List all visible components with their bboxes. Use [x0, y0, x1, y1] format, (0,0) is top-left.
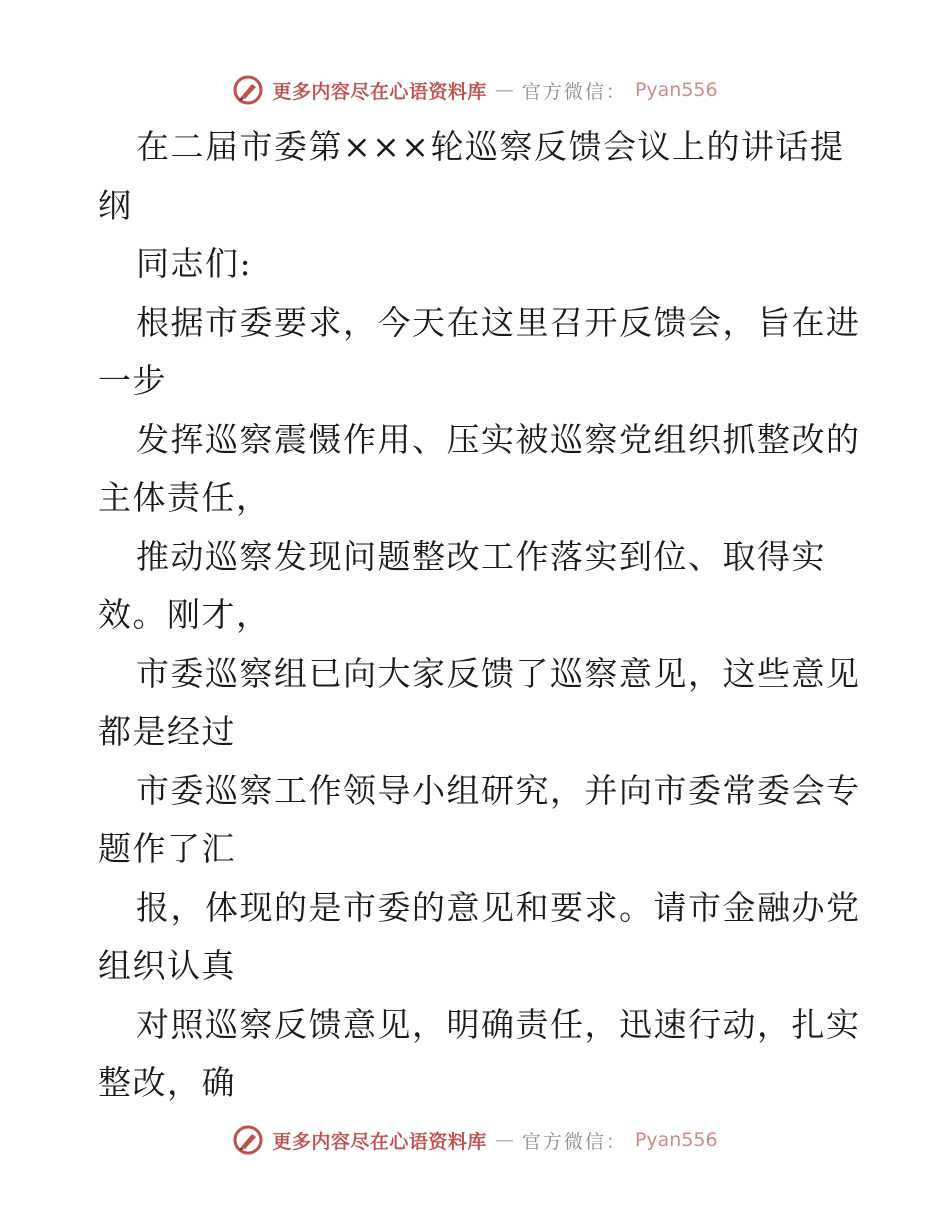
footer-banner — [0, 1120, 950, 1160]
banner-wechat-id: Pyan556 — [634, 1129, 718, 1151]
pen-logo-icon — [232, 1124, 264, 1156]
paragraph-line: 发挥巡察震慑作用、压实被巡察党组织抓整改的 — [136, 419, 861, 459]
document-title-line-2: 纲 — [98, 185, 133, 225]
paragraph-line: 都是经过 — [98, 712, 236, 751]
paragraph-line: 市委巡察组已向大家反馈了巡察意见，这些意见 — [136, 653, 861, 693]
banner-separator: — — [494, 1129, 514, 1151]
paragraph-line: 效。刚才， — [98, 595, 271, 634]
paragraph-line: 根据市委要求，今天在这里召开反馈会，旨在进 — [136, 302, 861, 342]
paragraph-line: 一步 — [98, 361, 167, 400]
salutation: 同志们: — [136, 244, 253, 283]
banner-wechat-id: Pyan556 — [634, 79, 718, 101]
header-banner — [0, 70, 950, 110]
paragraph-line: 报，体现的是市委的意见和要求。请市金融办党 — [136, 887, 861, 927]
paragraph-line: 整改，确 — [98, 1063, 236, 1102]
banner-brand-text: 更多内容尽在心语资料库 — [272, 80, 487, 103]
paragraph-line: 主体责任， — [98, 478, 271, 517]
paragraph-line: 对照巡察反馈意见，明确责任，迅速行动，扎实 — [136, 1004, 861, 1044]
pen-logo-icon — [232, 74, 264, 106]
paragraph-line: 组织认真 — [98, 946, 236, 985]
document-body — [98, 118, 861, 1113]
paragraph-line: 市委巡察工作领导小组研究，并向市委常委会专 — [136, 770, 861, 810]
banner-wechat-label: 官方微信： — [521, 80, 627, 103]
paragraph-line: 题作了汇 — [98, 829, 236, 868]
paragraph-line: 推动巡察发现问题整改工作落实到位、取得实 — [136, 536, 826, 576]
banner-wechat-label: 官方微信： — [521, 1130, 627, 1153]
banner-separator: — — [494, 79, 514, 101]
document-title-line-1: 在二届市委第×××轮巡察反馈会议上的讲话提 — [136, 127, 845, 166]
banner-brand-text: 更多内容尽在心语资料库 — [272, 1130, 487, 1153]
